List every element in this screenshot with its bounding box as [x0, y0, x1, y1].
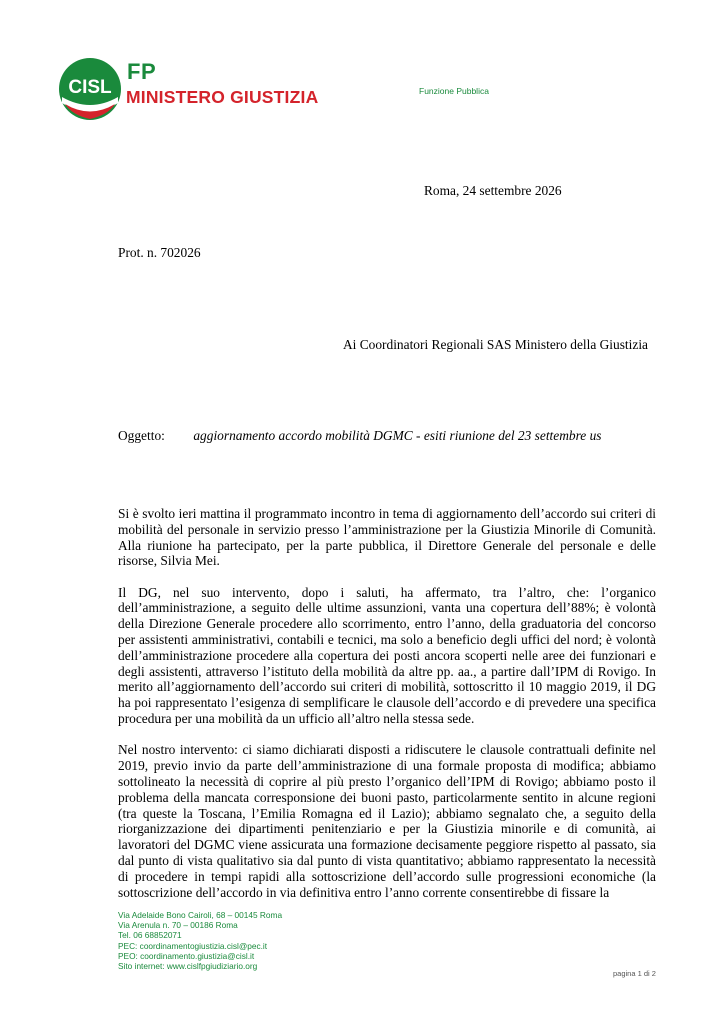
body-paragraph: Si è svolto ieri mattina il programmato incontro in tema di aggiornamento dell’accordo sui criteri di mobilità del personale in servizio presso l’amministrazione per la Giustizia Minorile di Comunità. Alla riunione ha partecipato, per la parte pubblica, il Direttore Generale del personale e delle risorse, Silvia Mei.: [118, 506, 656, 569]
footer-peo: PEO: coordinamento.giustizia@cisl.it: [118, 950, 255, 961]
footer-address-1: Via Adelaide Bono Cairoli, 68 – 00145 Roma: [118, 910, 283, 920]
footer-contacts: [118, 910, 282, 971]
subject-line: [118, 428, 601, 444]
protocol-number: Prot. n. 702026: [118, 245, 201, 260]
logo-cisl-text: CISL: [68, 77, 112, 98]
footer-website: Sito internet: www.cislfpgiudiziario.org: [118, 961, 258, 972]
funzione-pubblica-label: Funzione Pubblica: [419, 86, 489, 96]
footer-tel: Tel. 06 68852071: [118, 930, 182, 941]
cisl-fp-logo: [58, 57, 319, 127]
logo-ministero-text: MINISTERO GIUSTIZIA: [126, 87, 319, 107]
body-paragraph: Nel nostro intervento: ci siamo dichiarati disposti a ridiscutere le clausole contrattuali definite nel 2019, previo invio da parte dell’amministrazione di una formale proposta di modifica; abbiamo sottolineato la necessità di coprire al più presto l’organico dell’IPM di Rovigo; abbiamo posto il problema della mancata corresponsione dei buoni pasto, particolarmente sentito in alcune regioni (tra queste la Toscana, l’Emilia Romagna ed il Lazio); abbiamo segnalato che, a seguito della riorganizzazione dei dipartimenti penitenziario e per la Giustizia minorile e di comunità, ai lavoratori del DGMC viene assicurata una formazione decisamente peggiore rispetto al passato, sia dal punto di vista qualitativo sia dal punto di vista quantitativo; abbiamo rappresentato la necessità di procedere in tempi rapidi alla sottoscrizione dell’accordo sulle progressioni economiche (la sottoscrizione dell’accordo in via definitiva entro l’anno corrente consentirebbe di fissare la: [118, 742, 656, 900]
cisl-logo-icon: [58, 57, 122, 121]
logo-fp-text: FP: [127, 59, 157, 84]
recipient-line: Ai Coordinatori Regionali SAS Ministero della Giustizia: [343, 337, 648, 352]
footer-address-2: Via Arenula n. 70 – 00186 Roma: [118, 920, 238, 931]
letter-body: [118, 506, 656, 900]
page-number: pagina 1 di 2: [613, 969, 656, 978]
subject-text: aggiornamento accordo mobilità DGMC - esiti riunione del 23 settembre us: [193, 428, 602, 443]
footer-pec: PEC: coordinamentogiustizia.cisl@pec.it: [118, 940, 268, 951]
letter-date: Roma, 24 settembre 2026: [424, 183, 562, 198]
subject-label: Oggetto:: [118, 428, 165, 443]
body-paragraph: Il DG, nel suo intervento, dopo i saluti, ha affermato, tra l’altro, che: l’organico dell’amministrazione, a seguito delle ultime assunzioni, vanta una copertura dell’88%; è volontà della Direzione Generale procedere allo scorrimento, entro l’anno, della graduatoria del concorso per assistenti amministrativi, contabili e tecnici, ma solo a beneficio degli uffici del nord; è volontà dell’amministrazione procedere alla copertura dei posti ancora scoperti nelle aree dei funzionari e degli assistenti, attraverso l’istituto della mobilità da altre pp. aa., a partire dall’IPM di Rovigo. In merito all’aggiornamento dell’accordo sui criteri di mobilità, sottoscritto il 10 maggio 2019, il DG ha poi rappresentato l’esigenza di semplificare le clausole dell’accordo e di prevedere una specifica procedura per una mobilità da un ufficio all’altro nella stessa sede.: [118, 584, 656, 727]
